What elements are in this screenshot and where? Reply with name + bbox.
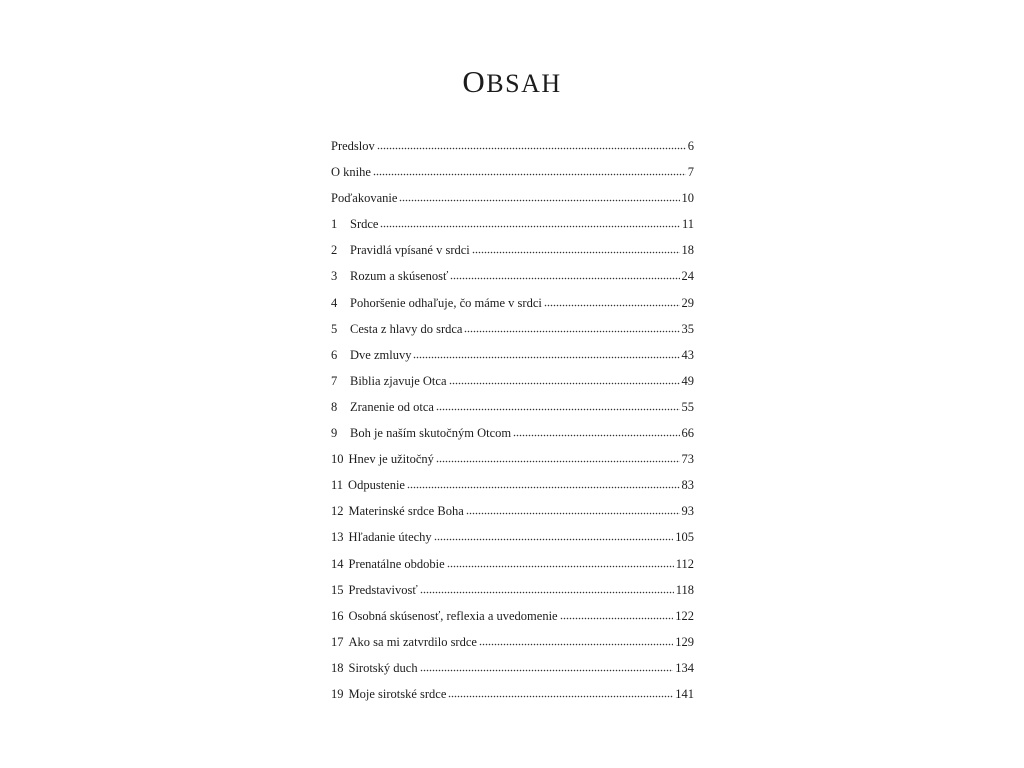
toc-entry-title: Pohoršenie odhaľuje, čo máme v srdci: [350, 295, 542, 310]
dot-leader: [436, 452, 680, 464]
toc-page-number: 24: [681, 269, 694, 284]
toc-entry: [331, 580, 694, 606]
toc-page-number: 29: [681, 295, 694, 310]
toc-entry: [331, 345, 694, 371]
toc-chapter-number: 18: [331, 660, 344, 675]
toc-entry: [331, 136, 694, 162]
toc-entry-title: Dve zmluvy: [350, 347, 412, 362]
toc-page-number: 49: [681, 373, 694, 388]
dot-leader: [407, 478, 680, 490]
toc-chapter-number: 15: [331, 582, 344, 597]
toc-chapter-number: 4: [331, 295, 338, 310]
toc-page-number: 6: [687, 139, 694, 153]
toc-entry-title: Zranenie od otca: [350, 399, 434, 414]
toc-entry: [331, 475, 694, 501]
dot-leader: [448, 687, 673, 699]
toc-entry: [331, 397, 694, 423]
toc-entry: [331, 684, 694, 710]
toc-chapter-number: 10: [331, 452, 344, 467]
toc-entry-title: Predslov: [331, 139, 375, 153]
toc-entry: [331, 632, 694, 658]
page-title: [0, 62, 1024, 104]
toc-page-number: 83: [681, 478, 694, 493]
toc-entry-title: Biblia zjavuje Otca: [350, 373, 447, 388]
toc-entry: [331, 188, 694, 214]
toc-entry: [331, 293, 694, 319]
toc-page-number: 129: [675, 634, 694, 649]
toc-entry: [331, 266, 694, 292]
toc-entry-title: Rozum a skúsenosť: [350, 269, 449, 284]
toc-entry: [331, 240, 694, 266]
toc-entry-title: Srdce: [350, 217, 379, 232]
dot-leader: [413, 348, 679, 360]
toc-page-number: 11: [681, 217, 694, 232]
toc-entry-title: Osobná skúsenosť, reflexia a uvedomenie: [348, 608, 558, 623]
toc-page-number: 35: [681, 321, 694, 336]
toc-chapter-number: 2: [331, 243, 338, 258]
dot-leader: [380, 217, 679, 229]
dot-leader: [472, 243, 680, 255]
toc-entry-title: Hľadanie útechy: [348, 530, 432, 545]
dot-leader: [377, 139, 686, 151]
toc-entry: [331, 214, 694, 240]
dot-leader: [447, 557, 674, 569]
toc-entry-title: Odpustenie: [348, 478, 405, 493]
toc-entry-title: Hnev je užitočný: [348, 452, 434, 467]
toc-entry: [331, 319, 694, 345]
toc-entry-title: Sirotský duch: [348, 660, 418, 675]
toc-entry-title: Predstavivosť: [348, 582, 418, 597]
toc-entry-title: Ako sa mi zatvrdilo srdce: [348, 634, 477, 649]
toc-entry-title: Poďakovanie: [331, 191, 398, 206]
page-title-rest: BSAH: [486, 69, 562, 98]
toc-chapter-number: 16: [331, 608, 344, 623]
toc-entry-title: Cesta z hlavy do srdca: [350, 321, 463, 336]
toc-chapter-number: 17: [331, 634, 344, 649]
toc-page-number: 141: [675, 686, 694, 701]
dot-leader: [420, 583, 674, 595]
dot-leader: [560, 609, 674, 621]
toc-entry-title: O knihe: [331, 165, 371, 180]
toc-chapter-number: 11: [331, 478, 344, 493]
toc-entry-title: Materinské srdce Boha: [348, 504, 464, 519]
dot-leader: [436, 400, 680, 412]
dot-leader: [449, 374, 680, 386]
toc-entry: [331, 527, 694, 553]
toc-entry-title: Boh je naším skutočným Otcom: [350, 426, 512, 441]
table-of-contents: [331, 136, 694, 710]
toc-page-number: 66: [681, 426, 694, 441]
toc-page-number: 118: [675, 582, 694, 597]
toc-chapter-number: 13: [331, 530, 344, 545]
toc-entry: [331, 606, 694, 632]
dot-leader: [513, 426, 679, 438]
toc-entry-title: Prenatálne obdobie: [348, 556, 445, 571]
toc-entry: [331, 371, 694, 397]
dot-leader: [434, 530, 674, 542]
toc-page-number: 73: [681, 452, 694, 467]
toc-page-number: 122: [675, 608, 694, 623]
toc-entry: [331, 423, 694, 449]
toc-chapter-number: 12: [331, 504, 344, 519]
page-title-initial: O: [462, 64, 487, 99]
toc-page-number: 134: [675, 660, 694, 675]
dot-leader: [544, 296, 680, 308]
toc-entry-title: Moje sirotské srdce: [348, 686, 447, 701]
toc-chapter-number: 6: [331, 347, 338, 362]
toc-chapter-number: 8: [331, 399, 338, 414]
dot-leader: [450, 269, 679, 281]
dot-leader: [399, 191, 679, 203]
toc-page-number: 18: [681, 243, 694, 258]
toc-page-number: 55: [681, 399, 694, 414]
dot-leader: [479, 635, 673, 647]
toc-page-number: 112: [675, 556, 694, 571]
toc-entry: [331, 658, 694, 684]
toc-entry: [331, 501, 694, 527]
dot-leader: [466, 504, 680, 516]
toc-chapter-number: 5: [331, 321, 338, 336]
toc-page-number: 93: [681, 504, 694, 519]
toc-page-number: 105: [675, 530, 694, 545]
dot-leader: [464, 322, 679, 334]
toc-chapter-number: 14: [331, 556, 344, 571]
toc-chapter-number: 1: [331, 217, 338, 232]
toc-entry: [331, 554, 694, 580]
toc-page-number: 10: [681, 191, 694, 206]
toc-chapter-number: 19: [331, 686, 344, 701]
dot-leader: [373, 165, 686, 177]
dot-leader: [420, 661, 674, 673]
toc-chapter-number: 7: [331, 373, 338, 388]
toc-entry: [331, 449, 694, 475]
toc-entry: [331, 162, 694, 188]
toc-entry-title: Pravidlá vpísané v srdci: [350, 243, 470, 258]
toc-page-number: 43: [681, 347, 694, 362]
toc-chapter-number: 3: [331, 269, 338, 284]
toc-page-number: 7: [687, 165, 694, 180]
toc-chapter-number: 9: [331, 426, 338, 441]
